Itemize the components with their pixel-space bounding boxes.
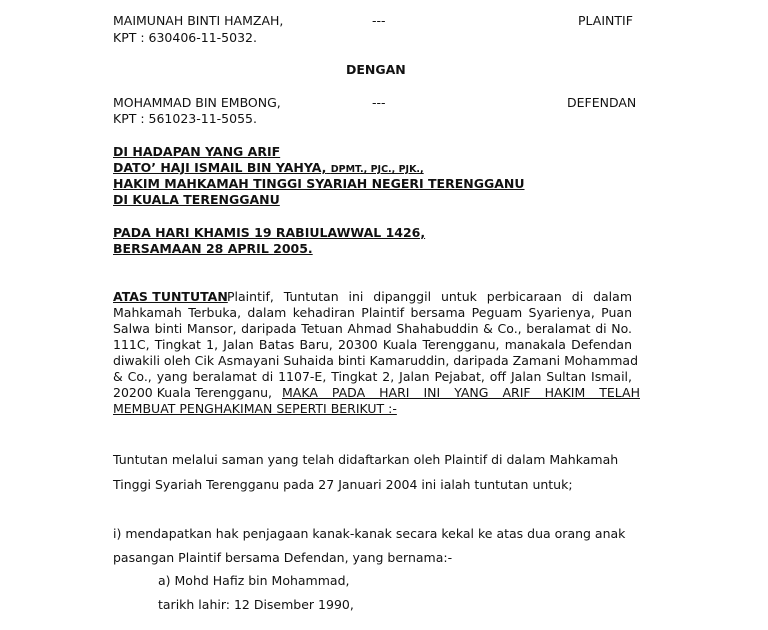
defendant-role: DEFENDAN <box>567 95 637 110</box>
coram-line-3: HAKIM MAHKAMAH TINGGI SYARIAH NEGERI TERENGGANU <box>113 176 525 191</box>
date-line-1: PADA HARI KHAMIS 19 RABIULAWWAL 1426, <box>113 225 426 240</box>
date-line-2: BERSAMAAN 28 APRIL 2005. <box>113 241 313 256</box>
child-a-dob: tarikh lahir: 12 Disember 1990, <box>158 597 354 612</box>
claim-line-5: diwakili oleh Cik Asmayani Suhaida binti Kamaruddin, daripada Zamani Mohammad <box>113 353 639 368</box>
plaintiff-dashes: --- <box>372 13 386 28</box>
child-a: a) Mohd Hafiz bin Mohammad, <box>158 573 350 588</box>
plaintiff-role: PLAINTIF <box>578 13 633 28</box>
summons-line-1: Tuntutan melalui saman yang telah didaftarkan oleh Plaintif di dalam Mahkamah <box>113 452 619 467</box>
claim-line-7: 20200 Kuala Terengganu, <box>113 385 273 400</box>
coram-line-4: DI KUALA TERENGGANU <box>113 192 280 207</box>
judge-titles: DPMT., PJC., PJK., <box>330 164 424 175</box>
defendant-name: MOHAMMAD BIN EMBONG, <box>113 95 281 110</box>
claim-first-line <box>113 289 632 305</box>
connector-dengan: DENGAN <box>346 62 406 77</box>
claim-line-1: Plaintif, Tuntutan ini dipanggil untuk perbicaraan di dalam <box>227 289 632 304</box>
claim-line-6: & Co., yang beralamat di 1107-E, Tingkat 2, Jalan Pejabat, off Jalan Sultan Ismail, <box>113 369 632 384</box>
claim-heading: ATAS TUNTUTAN <box>113 289 228 304</box>
defendant-kpt: KPT : 561023-11-5055. <box>113 111 257 126</box>
claim-line-2: Mahkamah Terbuka, dalam kehadiran Plaintif bersama Peguam Syarienya, Puan <box>113 305 632 320</box>
claim-line-4: 111C, Tingkat 1, Jalan Batas Baru, 20300 Kuala Terengganu, manakala Defendan <box>113 337 632 352</box>
item-i-line-1: i) mendapatkan hak penjagaan kanak-kanak secara kekal ke atas dua orang anak <box>113 526 626 541</box>
claim-line-3: Salwa binti Mansor, daripada Tetuan Ahmad Shahabuddin & Co., beralamat di No. <box>113 321 632 336</box>
coram-line-1: DI HADAPAN YANG ARIF <box>113 144 281 159</box>
claim-paragraph <box>113 305 639 385</box>
plaintiff-name: MAIMUNAH BINTI HAMZAH, <box>113 13 284 28</box>
defendant-dashes: --- <box>372 95 386 110</box>
judge-name: DATO’ HAJI ISMAIL BIN YAHYA, <box>113 160 327 175</box>
plaintiff-kpt: KPT : 630406-11-5032. <box>113 30 257 45</box>
item-i-line-2: pasangan Plaintif bersama Defendan, yang bernama:- <box>113 550 453 565</box>
claim-order-part-2: MEMBUAT PENGHAKIMAN SEPERTI BERIKUT :- <box>113 401 397 416</box>
claim-order-part-1: MAKA PADA HARI INI YANG ARIF HAKIM TELAH <box>282 385 640 400</box>
summons-line-2: Tinggi Syariah Terengganu pada 27 Januari 2004 ini ialah tuntutan untuk; <box>113 477 573 492</box>
